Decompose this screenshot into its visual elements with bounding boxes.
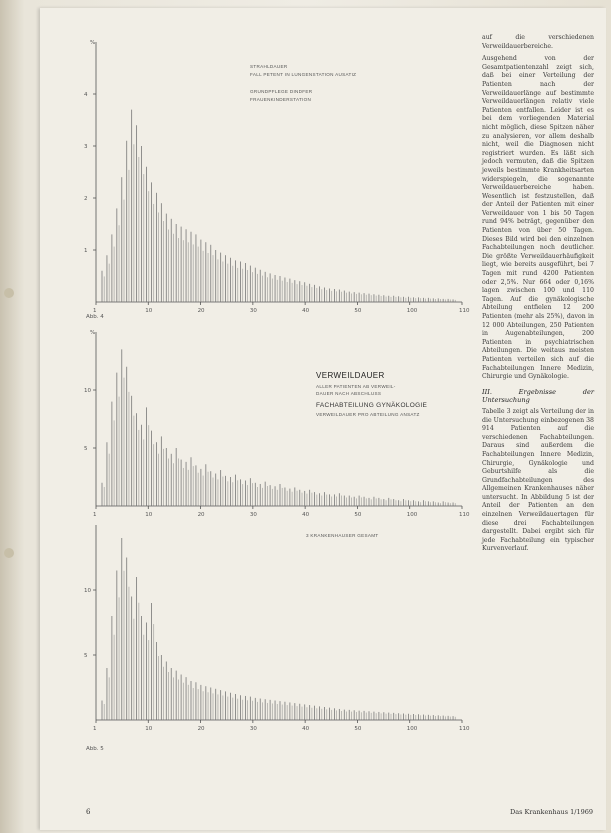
x-tick-label: 1 [93, 512, 97, 518]
x-tick-label: 100 [406, 512, 418, 518]
x-tick-label: 100 [406, 308, 418, 314]
x-tick-label: 30 [249, 308, 257, 314]
legend-line: STRAHLDAUER [250, 64, 288, 69]
paragraph: Ausgehend von der Gesamtpatientenzahl zeigt sich, daß bei einer Verteilung der Patienten nach der Verweildauerlänge auf bestimmte Verweildauerlängen relativ viele Patienten entfallen. Leider ist es bei dem vorliegenden Material nicht möglich, diese Spitzen näher zu analysieren, vor allem deshalb nicht, weil die Diagnosen nicht registriert wurden. Es läßt sich jedoch vermuten, daß die Spitzen jeweils bestimmte Krankheitsarten widerspiegeln, die sogenannte Verweildauerbereiche haben. Wesentlich ist festzustellen, daß der Anteil der Patienten mit einer Verweildauer von 1 bis 50 Tagen rund 94% beträgt, gegenüber den Patienten von über 50 Tagen. Dieses Bild wird bei den einzelnen Fachabteilungen noch deutlicher. Die größte Verweildauerhäufigkeit liegt, wie bereits ausgeführt, bei 7 Tagen mit rund 4200 Patienten oder 2,5%. Nur 664 oder 0,16% lagen zwischen 100 und 110 Tagen. Auf die gynäkologische Abteilung entfielen 12 200 Patienten (mehr als 25%), davon in 12 000 Abteilungen, 250 Patienten in Augenabteilungen, 200 Patienten in psychiatrischen Abteilungen. Die weitaus meisten Patienten verteilen sich auf die Fachabteilungen Innere Medizin, Chirurgie und Gynäkologie. [482, 55, 594, 381]
paragraph: auf die verschiedenen Verweildauerbereiche. [482, 34, 594, 50]
x-tick-label: 1 [93, 308, 97, 314]
legend-line: FRAUENKINDERSTATION [250, 97, 312, 102]
x-tick-label: 10 [145, 308, 153, 314]
y-tick-label: 1 [84, 248, 88, 254]
y-tick-label: 10 [84, 388, 91, 394]
footer-source: Das Krankenhaus 1/1969 [510, 808, 594, 816]
x-tick-label: 40 [302, 726, 310, 732]
legend-line: 3 KRANKENHAUSER GESAMT [306, 533, 379, 538]
x-tick-label: 50 [354, 512, 362, 518]
figure-caption: Abb. 5 [86, 746, 104, 752]
x-tick-label: 40 [302, 308, 310, 314]
figure-caption: Abb. 4 [86, 314, 104, 320]
x-tick-label: 50 [354, 308, 362, 314]
y-unit-label: % [90, 330, 96, 336]
y-tick-label: 5 [84, 446, 88, 452]
figure-bot [84, 525, 470, 752]
legend-line: DAUER NACH ABSCHLUSS [316, 391, 382, 396]
y-unit-label: % [90, 40, 96, 46]
x-tick-label: 100 [406, 726, 418, 732]
section-heading: III. Ergebnisse der Untersuchung [482, 387, 594, 405]
legend-line: GRUNDPFLEGE DINDFER [250, 89, 313, 94]
x-tick-label: 110 [459, 726, 470, 732]
figure-mid [84, 330, 470, 518]
legend-line: FALL PETENT IN LUNGENSTATION AUSATIZ [250, 72, 357, 77]
x-tick-label: 10 [145, 512, 153, 518]
page-number: 6 [86, 808, 91, 816]
x-tick-label: 50 [354, 726, 362, 732]
x-tick-label: 40 [302, 512, 310, 518]
paragraph: Tabelle 3 zeigt als Verteilung der in die Untersuchung einbezogenen 38 914 Patienten auf die verschiedenen Fachabteilungen. Daraus sind außerdem die Fachabteilungen Innere Medizin, Chirurgie, Gynäkologie und Geburtshilfe als die Grundfachabteilungen des Allgemeinen Krankenhauses näher untersucht. In Abbildung 5 ist der Anteil der Patienten an den einzelnen Verweildauertagen für diese drei Fachabteilungen dargestellt. Dabei ergibt sich für jede Fachabteilung ein typischer Kurvenverlauf. [482, 407, 594, 553]
y-tick-label: 5 [84, 653, 88, 659]
x-tick-label: 30 [249, 512, 257, 518]
x-tick-label: 20 [197, 512, 205, 518]
x-tick-label: 30 [249, 726, 257, 732]
x-tick-label: 10 [145, 726, 153, 732]
x-tick-label: 110 [459, 512, 470, 518]
x-tick-label: 1 [93, 726, 97, 732]
legend-line: VERWEILDAUER PRO ABTEILUNG ANSATZ [316, 412, 420, 417]
legend-line: FACHABTEILUNG GYNÄKOLOGIE [316, 402, 428, 409]
y-tick-label: 3 [84, 144, 88, 150]
legend-title: VERWEILDAUER [316, 371, 385, 380]
y-tick-label: 2 [84, 196, 88, 202]
y-tick-label: 4 [84, 92, 88, 98]
y-tick-label: 10 [84, 588, 91, 594]
x-tick-label: 110 [459, 308, 470, 314]
x-tick-label: 20 [197, 308, 205, 314]
legend-line: ALLER PATIENTEN AB VERWEIL- [316, 384, 396, 389]
x-tick-label: 20 [197, 726, 205, 732]
text-column [482, 34, 594, 558]
figure-top [84, 40, 470, 320]
